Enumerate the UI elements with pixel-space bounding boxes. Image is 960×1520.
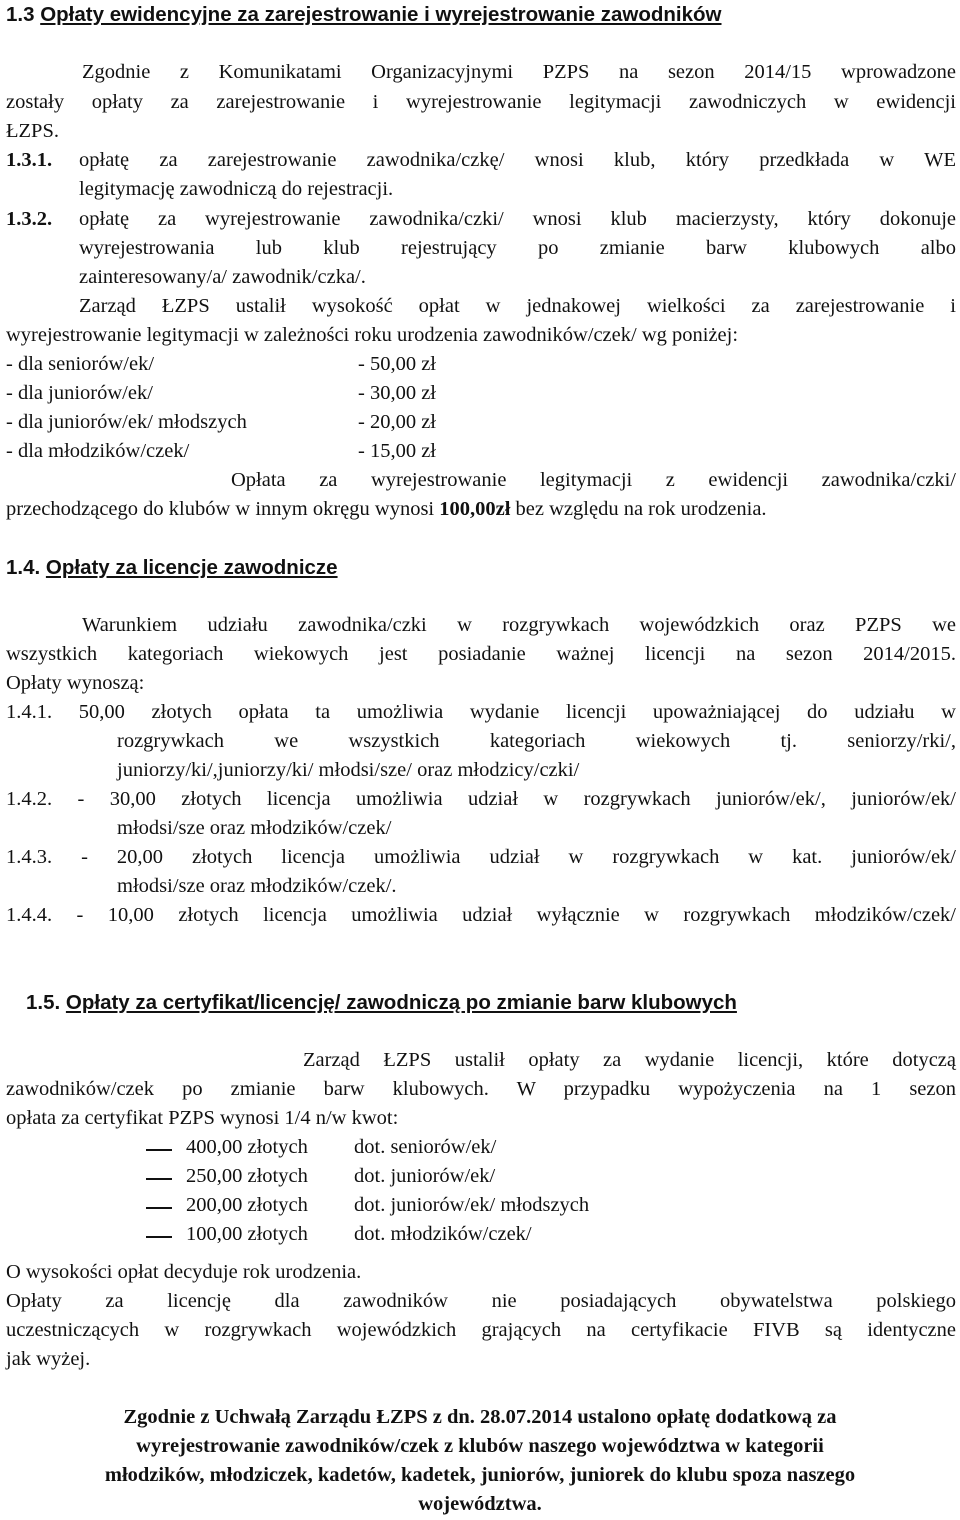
item-text: legitymację zawodniczą do rejestracji. bbox=[79, 178, 394, 200]
fee-amount: - 15,00 zł bbox=[358, 440, 436, 462]
cert-amount: 400,00 złotych bbox=[186, 1136, 308, 1158]
fee-label: - dla juniorów/ek/ młodszych bbox=[6, 411, 247, 433]
section-1-4-heading bbox=[6, 553, 338, 583]
cert-category: dot. juniorów/ek/ młodszych bbox=[354, 1194, 590, 1216]
dash-bullet-icon bbox=[146, 1207, 172, 1209]
fee-amount: - 20,00 zł bbox=[358, 411, 436, 433]
cert-category: dot. młodzików/czek/ bbox=[354, 1223, 532, 1245]
dash-bullet-icon bbox=[146, 1149, 172, 1151]
s14-line: Warunkiem udziału zawodnika/czki w rozgrywkach wojewódzkich oraz PZPS we bbox=[82, 614, 956, 636]
licence-item: młodsi/sze oraz młodzików/czek/ bbox=[117, 817, 392, 839]
resolution-line: wyrejestrowanie zawodników/czek z klubów naszego województwa w kategorii bbox=[136, 1435, 824, 1457]
item-number: 1.3.2. bbox=[6, 208, 53, 230]
section-1-3-heading bbox=[6, 0, 722, 30]
s14-line: Opłaty wynoszą: bbox=[6, 672, 145, 694]
fivb-line: jak wyżej. bbox=[6, 1348, 91, 1370]
intro-line: ŁZPS. bbox=[6, 120, 59, 142]
dash-bullet-icon bbox=[146, 1178, 172, 1180]
cert-amount: 250,00 złotych bbox=[186, 1165, 308, 1187]
intro-line: zostały opłaty za zarejestrowanie i wyrejestrowanie legitymacji zawodniczych w ewidencji bbox=[6, 91, 956, 113]
fivb-line: Opłaty za licencję dla zawodników nie posiadających obywatelstwa polskiego bbox=[6, 1290, 956, 1312]
item-text: zainteresowany/a/ zawodnik/czka/. bbox=[79, 266, 366, 288]
section-title: Opłaty ewidencyjne za zarejestrowanie i wyrejestrowanie zawodników bbox=[40, 3, 722, 26]
licence-item: 1.4.3. - 20,00 złotych licencja umożliwia udział w rozgrywkach w kat. juniorów/ek/ bbox=[6, 846, 956, 868]
board-line: wyrejestrowanie legitymacji w zależności roku urodzenia zawodników/czek/ wg poniżej: bbox=[6, 324, 739, 346]
resolution-line: młodzików, młodziczek, kadetów, kadetek, juniorów, juniorek do klubu spoza naszego bbox=[104, 1464, 856, 1486]
section-number: 1.4. bbox=[6, 556, 41, 579]
section-number: 1.5. bbox=[26, 991, 61, 1014]
dash-bullet-icon bbox=[146, 1236, 172, 1238]
fee-amount: - 30,00 zł bbox=[358, 382, 436, 404]
cert-category: dot. juniorów/ek/ bbox=[354, 1165, 496, 1187]
fee-label: - dla juniorów/ek/ bbox=[6, 382, 153, 404]
dereg-text: bez względu na rok urodzenia. bbox=[510, 498, 767, 520]
section-title: Opłaty za licencje zawodnicze bbox=[45, 556, 338, 579]
licence-item: 1.4.2. - 30,00 złotych licencja umożliwia udział w rozgrywkach juniorów/ek/, juniorów/ek/ bbox=[6, 788, 956, 810]
fee-label: - dla seniorów/ek/ bbox=[6, 353, 155, 375]
s14-line: wszystkich kategoriach wiekowych jest posiadanie ważnej licencji na sezon 2014/2015. bbox=[6, 643, 956, 665]
s15-line: opłata za certyfikat PZPS wynosi 1/4 n/w kwot: bbox=[6, 1107, 399, 1129]
resolution-line: województwa. bbox=[418, 1493, 542, 1515]
s15-line: Zarząd ŁZPS ustalił opłaty za wydanie licencji, które dotyczą bbox=[303, 1049, 956, 1071]
birth-year-note: O wysokości opłat decyduje rok urodzenia. bbox=[6, 1261, 362, 1283]
resolution-line: Zgodnie z Uchwałą Zarządu ŁZPS z dn. 28.07.2014 ustalono opłatę dodatkową za bbox=[123, 1406, 837, 1428]
dereg-text: przechodzącego do klubów w innym okręgu wynosi bbox=[6, 498, 440, 520]
item-text: wyrejestrowania lub klub rejestrujący po zmianie barw klubowych albo bbox=[79, 237, 956, 259]
fivb-line: uczestniczących w rozgrywkach wojewódzkich grających na certyfikacie FIVB są identyczne bbox=[6, 1319, 956, 1341]
section-title: Opłaty za certyfikat/licencję/ zawodniczą po zmianie barw klubowych bbox=[65, 991, 737, 1014]
intro-line: Zgodnie z Komunikatami Organizacyjnymi PZPS na sezon 2014/15 wprowadzone bbox=[82, 61, 956, 83]
licence-item: 1.4.4. - 10,00 złotych licencja umożliwia udział wyłącznie w rozgrywkach młodzików/czek/ bbox=[6, 904, 956, 926]
licence-item: rozgrywkach we wszystkich kategoriach wiekowych tj. seniorzy/rki/, bbox=[117, 730, 956, 752]
licence-item: juniorzy/ki/,juniorzy/ki/ młodsi/sze/ oraz młodzicy/czki/ bbox=[117, 759, 580, 781]
cert-amount: 200,00 złotych bbox=[186, 1194, 308, 1216]
item-text: opłatę za zarejestrowanie zawodnika/czkę/ wnosi klub, który przedkłada w WE bbox=[79, 149, 956, 171]
dereg-line bbox=[6, 495, 767, 525]
cert-amount: 100,00 złotych bbox=[186, 1223, 308, 1245]
licence-item: młodsi/sze oraz młodzików/czek/. bbox=[117, 875, 397, 897]
s15-line: zawodników/czek po zmianie barw klubowych. W przypadku wypożyczenia na 1 sezon bbox=[6, 1078, 956, 1100]
dereg-amount: 100,00zł bbox=[439, 498, 511, 520]
section-number: 1.3 bbox=[6, 3, 35, 26]
fee-amount: - 50,00 zł bbox=[358, 353, 436, 375]
item-number: 1.3.1. bbox=[6, 149, 53, 171]
section-1-5-heading bbox=[26, 988, 737, 1018]
cert-category: dot. seniorów/ek/ bbox=[354, 1136, 497, 1158]
dereg-line: Opłata za wyrejestrowanie legitymacji z ewidencji zawodnika/czki/ bbox=[231, 469, 956, 491]
licence-item: 1.4.1. 50,00 złotych opłata ta umożliwia wydanie licencji upoważniającej do udziału w bbox=[6, 701, 956, 723]
item-text: opłatę za wyrejestrowanie zawodnika/czki/ wnosi klub macierzysty, który dokonuje bbox=[79, 208, 956, 230]
board-line: Zarząd ŁZPS ustalił wysokość opłat w jednakowej wielkości za zarejestrowanie i bbox=[79, 295, 956, 317]
fee-label: - dla młodzików/czek/ bbox=[6, 440, 190, 462]
